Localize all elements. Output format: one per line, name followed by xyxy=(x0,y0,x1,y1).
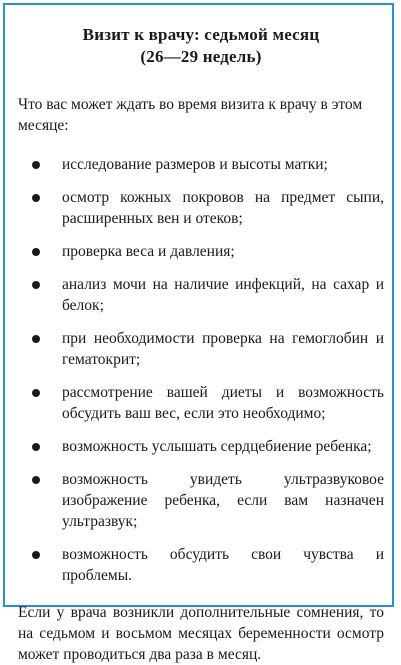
list-item xyxy=(18,241,384,262)
list-item xyxy=(18,187,384,229)
list-item-text: исследование размеров и высоты матки; xyxy=(62,156,328,173)
checklist xyxy=(18,154,384,586)
bullet-icon xyxy=(32,194,40,202)
list-item-text: проверка веса и давления; xyxy=(62,243,235,260)
list-item xyxy=(18,382,384,424)
bullet-icon xyxy=(32,389,40,397)
bullet-icon xyxy=(32,248,40,256)
document-content xyxy=(18,24,384,665)
list-item-text: при необходимости проверка на гемоглобин и гематокрит; xyxy=(62,330,384,368)
page-title-line-1: Визит к врачу: седьмой месяц xyxy=(82,25,320,44)
list-item xyxy=(18,154,384,175)
bullet-icon xyxy=(32,443,40,451)
bullet-icon xyxy=(32,161,40,169)
list-item xyxy=(18,469,384,532)
page-title-line-2: (26—29 недель) xyxy=(140,47,262,66)
list-item-text: возможность увидеть ультразвуковое изображение ребенка, если вам назначен ультразвук; xyxy=(62,471,384,530)
list-item-text: рассмотрение вашей диеты и возможность обсудить ваш вес, если это необходимо; xyxy=(62,384,384,422)
list-item xyxy=(18,328,384,370)
page-title xyxy=(18,24,384,68)
bullet-icon xyxy=(32,281,40,289)
closing-paragraph: Если у врача возникли дополнительные сомнения, то на седьмом и восьмом месяцах беременности осмотр может проводиться два раза в месяц. xyxy=(18,604,384,663)
list-item xyxy=(18,544,384,586)
list-item-text: анализ мочи на наличие инфекций, на сахар и белок; xyxy=(62,276,384,314)
list-item-text: возможность услышать сердцебиение ребенка; xyxy=(62,438,372,455)
list-item-text: возможность обсудить свои чувства и проблемы. xyxy=(62,546,384,584)
intro-paragraph: Что вас может ждать во время визита к врачу в этом месяце: xyxy=(18,96,363,134)
bullet-icon xyxy=(32,476,40,484)
bullet-icon xyxy=(32,551,40,559)
list-item xyxy=(18,436,384,457)
list-item xyxy=(18,274,384,316)
bullet-icon xyxy=(32,335,40,343)
list-item-text: осмотр кожных покровов на предмет сыпи, расширенных вен и отеков; xyxy=(62,189,384,227)
